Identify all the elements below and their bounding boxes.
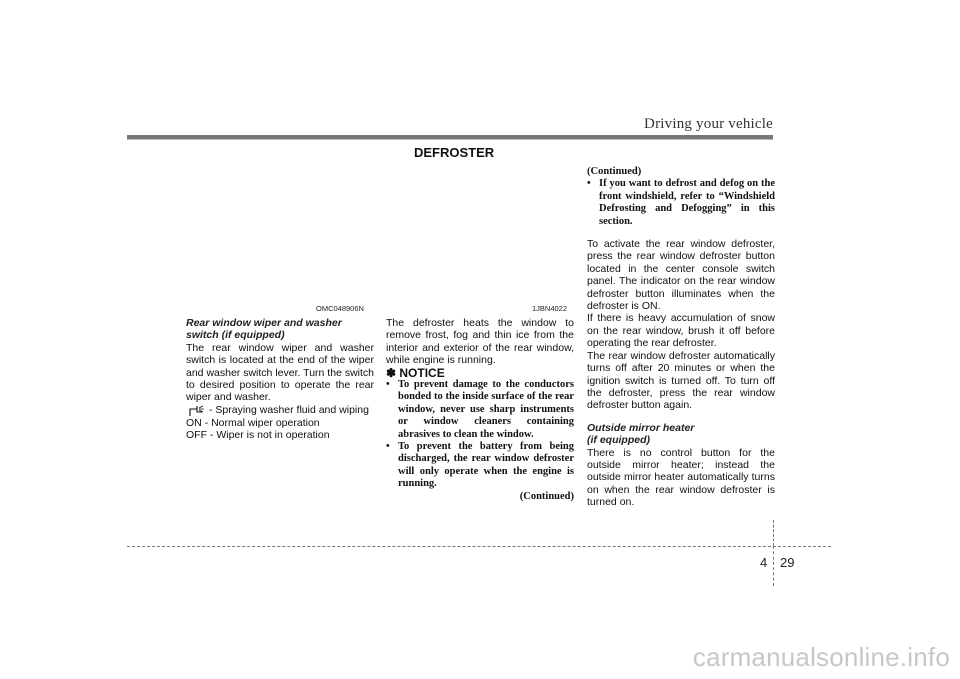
watermark: carmanualsonline.info — [692, 642, 950, 672]
header-rule — [127, 135, 773, 139]
wiper-heading-line2: switch (if equipped) — [186, 329, 285, 342]
column-wiper — [186, 317, 374, 442]
notice-bullet-1: • To prevent damage to the conductors bonded to the inside surface of the rear window, never use sharp instruments or window cleaners containing abrasives to clean the window. — [386, 379, 574, 441]
mirror-heater-heading-line2: (if equipped) — [587, 434, 650, 447]
mirror-heater-para: There is no control button for the outside mirror heater; instead the outside mirror heater automatically turns on when the rear window defroster is turned on. — [587, 446, 775, 509]
continued-heading: (Continued) — [587, 166, 642, 177]
wiper-heading-line1: Rear window wiper and washer — [186, 317, 342, 329]
page-number: 29 — [780, 555, 795, 570]
notice-bullet-2: • To prevent the battery from being discharged, the rear window defroster will only operate when the engine is running. — [386, 441, 574, 491]
figure-caption-right: 1JBN4022 — [532, 304, 568, 313]
washer-item-label: - Spraying washer fluid and wiping — [209, 404, 369, 417]
figure-caption-left: OMC048906N — [316, 304, 364, 313]
washer-spray-icon — [188, 404, 205, 417]
wiper-on-item: ON - Normal wiper operation — [186, 416, 320, 429]
defroster-intro: The defroster heats the window to remove frost, fog and thin ice from the interior and exterior of the rear window, while engine is running. — [386, 317, 574, 367]
column-defroster — [386, 317, 574, 503]
washer-item — [186, 404, 374, 417]
column-defroster-continued — [587, 166, 775, 509]
chapter-number: 4 — [760, 555, 768, 570]
wiper-off-item: OFF - Wiper is not in operation — [186, 429, 330, 442]
mirror-heater-heading-line1: Outside mirror heater — [587, 421, 695, 434]
section-title: DEFROSTER — [414, 145, 495, 160]
footer-divider — [773, 546, 774, 586]
continued-label: (Continued) — [519, 490, 574, 502]
notice-title: ✽ NOTICE — [386, 365, 445, 380]
defroster-activate-para: To activate the rear window defroster, press the rear window defroster button located in the center console switch panel. The indicator on the rear window defroster button illuminates when the defroster is ON. — [587, 238, 775, 313]
footer-divider-top — [773, 520, 774, 546]
wiper-body: The rear window wiper and washer switch is located at the end of the wiper and washer switch lever. Turn the switch to desired position to operate the rear wiper and washer. — [186, 341, 374, 404]
running-header: Driving your vehicle — [644, 116, 773, 132]
notice-bullet-3: • If you want to defrost and defog on the front windshield, refer to “Windshield Defrosting and Defogging” in this section. — [587, 178, 775, 228]
footer-rule — [127, 546, 831, 547]
defroster-autooff-para: The rear window defroster automatically turns off after 20 minutes or when the ignition switch is turned off. To turn off the defroster, press the rear window defroster button again. — [587, 349, 775, 412]
defroster-snow-para: If there is heavy accumulation of snow on the rear window, brush it off before operating the rear defroster. — [587, 312, 775, 350]
